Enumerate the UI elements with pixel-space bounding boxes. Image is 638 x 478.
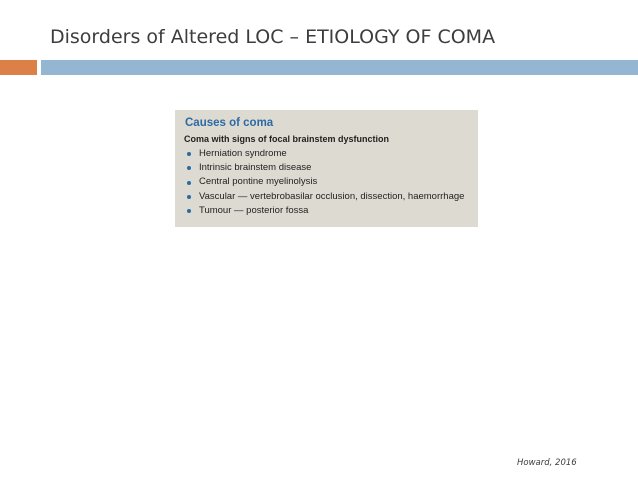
- accent-bar-orange: [0, 60, 37, 75]
- bullet-icon: [187, 181, 191, 185]
- list-item-text: Vascular — vertebrobasilar occlusion, dissection, haemorrhage: [199, 190, 465, 202]
- list-item: [183, 204, 470, 218]
- bullet-icon: [187, 166, 191, 170]
- box-subheading: Coma with signs of focal brainstem dysfunction: [184, 134, 390, 144]
- list-item-text: Central pontine myelinolysis: [199, 176, 318, 188]
- list-item: [183, 147, 470, 161]
- list-item: [183, 190, 470, 204]
- list-item: [183, 175, 470, 189]
- cause-list: [183, 147, 470, 218]
- slide-title: Disorders of Altered LOC – ETIOLOGY OF COMA: [50, 26, 496, 48]
- citation: Howard, 2016: [517, 458, 577, 468]
- list-item-text: Tumour — posterior fossa: [199, 204, 309, 216]
- bullet-icon: [187, 209, 191, 213]
- accent-bar-blue: [41, 60, 638, 75]
- bullet-icon: [187, 152, 191, 156]
- list-item-text: Herniation syndrome: [199, 148, 287, 159]
- box-heading: Causes of coma: [185, 117, 274, 129]
- bullet-icon: [187, 195, 191, 199]
- causes-of-coma-box: [175, 110, 478, 227]
- list-item: [183, 161, 470, 175]
- list-item-text: Intrinsic brainstem disease: [199, 162, 312, 174]
